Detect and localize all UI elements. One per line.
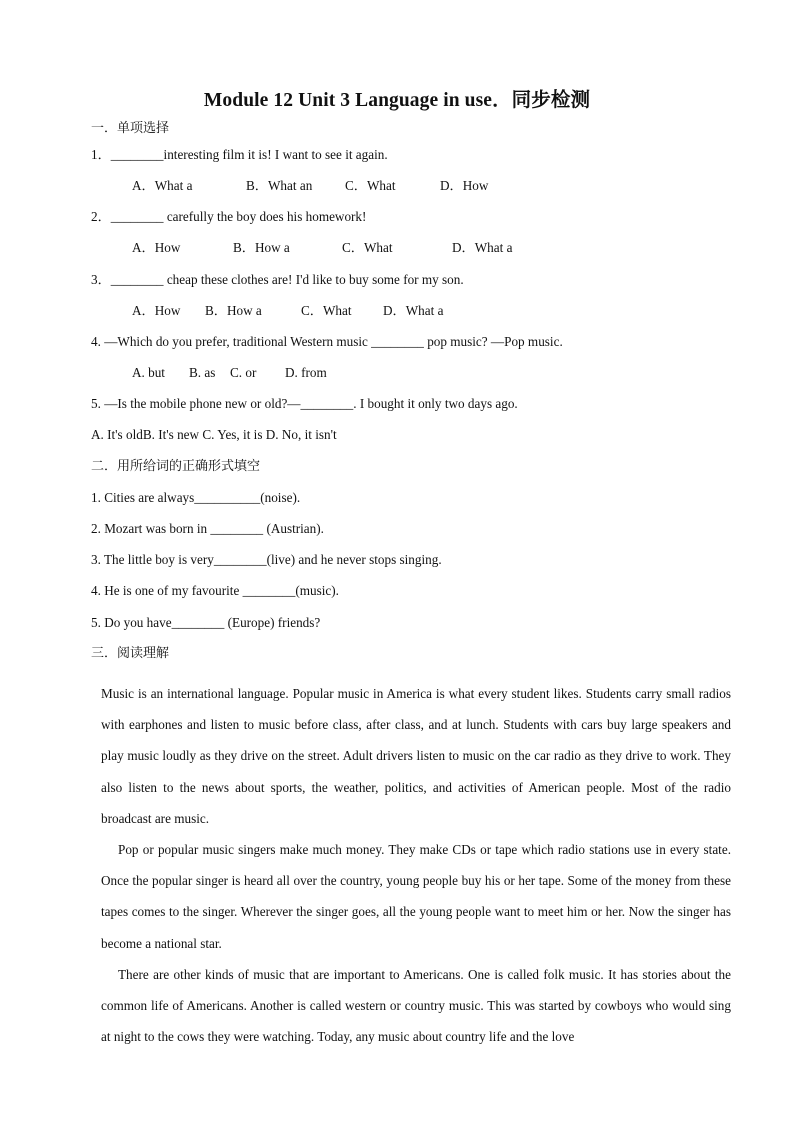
option-a: A．How <box>132 240 181 255</box>
section-3-heading: 三．阅读理解 <box>91 646 170 661</box>
option-d: D．What a <box>452 240 513 255</box>
option-c: C．What <box>301 303 352 318</box>
option-a: A. but <box>132 365 165 380</box>
question-4: 4. —Which do you prefer, traditional Western music ________ pop music? —Pop music. <box>91 334 563 349</box>
option-d: D．How <box>440 178 489 193</box>
question-5-options: A. It's oldB. It's new C. Yes, it is D. No, it isn't <box>91 427 337 442</box>
option-c: C．What <box>345 178 396 193</box>
option-c: C．What <box>342 240 393 255</box>
fill-item-3: 3. The little boy is very________(live) and he never stops singing. <box>91 552 442 567</box>
fill-item-4: 4. He is one of my favourite ________(music). <box>91 583 339 598</box>
fill-item-1: 1. Cities are always__________(noise). <box>91 490 301 505</box>
option-a: A．What a <box>132 178 193 193</box>
section-2-heading: 二．用所给词的正确形式填空 <box>91 459 261 474</box>
question-2: 2．________ carefully the boy does his homework! <box>91 209 367 224</box>
question-1-options <box>132 178 488 194</box>
question-4-options <box>132 365 327 381</box>
option-d: D. from <box>285 365 327 380</box>
fill-item-2: 2. Mozart was born in ________ (Austrian). <box>91 521 324 536</box>
passage-paragraph-3: There are other kinds of music that are important to Americans. One is called folk music. It has stories about the common life of Americans. Another is called western or country music. This was started by cowboys who would sing at night to the cows they were watching. Today, any music about country life and the love <box>101 966 731 1045</box>
passage-paragraph-1: Music is an international language. Popular music in America is what every student likes. Students carry small radios with earphones and listen to music before class, after class, and at lunch. Students with cars buy large speakers and play music loudly as they drive on the street. Adult drivers listen to music on the car radio as they drive to work. They also listen to the news about sports, the weather, politics, and activities of American people. Most of the radio broadcast are music. <box>101 686 731 826</box>
question-3: 3．________ cheap these clothes are! I'd like to buy some for my son. <box>91 272 464 287</box>
option-b: B．How a <box>233 240 290 255</box>
page-title: Module 12 Unit 3 Language in use．同步检测 <box>203 90 591 111</box>
option-b: B．How a <box>205 303 262 318</box>
question-2-options <box>132 240 512 256</box>
reading-passage <box>101 678 731 1052</box>
option-d: D．What a <box>383 303 444 318</box>
section-1-heading: 一．单项选择 <box>91 121 170 136</box>
question-5: 5. —Is the mobile phone new or old?—________. I bought it only two days ago. <box>91 396 518 411</box>
question-1: 1．________interesting film it is! I want to see it again. <box>91 147 388 162</box>
option-b: B. as <box>189 365 216 380</box>
option-a: A．How <box>132 303 181 318</box>
question-3-options <box>132 303 443 319</box>
passage-paragraph-2: Pop or popular music singers make much money. They make CDs or tape which radio stations use in every state. Once the popular singer is heard all over the country, young people buy his or her tape. Some of the money from these tapes comes to the singer. Wherever the singer goes, all the young people want to meet him or her. Now the singer has become a national star. <box>101 842 731 951</box>
option-b: B．What an <box>246 178 313 193</box>
option-c: C. or <box>230 365 257 380</box>
fill-item-5: 5. Do you have________ (Europe) friends? <box>91 615 321 630</box>
